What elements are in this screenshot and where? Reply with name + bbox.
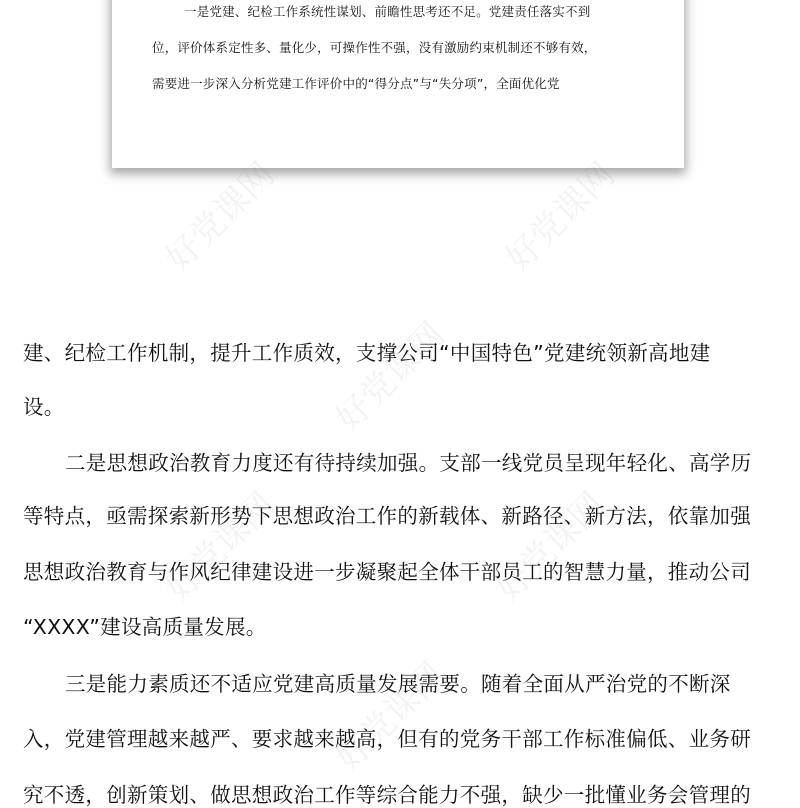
body-text-line: 三是能力素质还不适应党建高质量发展需要。随着全面从严治党的不断深 (65, 672, 731, 696)
card-text-line: 位，评价体系定性多、量化少，可操作性不强，没有激励约束机制还不够有效， (152, 40, 597, 55)
document-preview-card (112, 0, 684, 168)
body-text-line: 入，党建管理越来越严、要求越来越高，但有的党务干部工作标准偏低、业务研 (23, 727, 751, 751)
watermark: 好党课网 (328, 654, 453, 780)
card-text-line: 一是党建、纪检工作系统性谋划、前瞻性思考还不足。党建责任落实不到 (184, 4, 591, 19)
watermark: 好党课网 (498, 154, 623, 280)
watermark: 好党课网 (488, 484, 613, 610)
watermark: 好党课网 (328, 314, 453, 440)
body-text-line: 二是思想政治教育力度还有待持续加强。支部一线党员呈现年轻化、高学历 (65, 451, 752, 475)
watermark: 好党课网 (158, 154, 283, 280)
body-text-line: 设。 (23, 395, 65, 419)
body-text-line: “XXXX”建设高质量发展。 (23, 615, 267, 639)
body-text-line: 等特点，亟需探索新形势下思想政治工作的新载体、新路径、新方法，依靠加强 (23, 504, 751, 528)
body-text-line: 究不透，创新策划、做思想政治工作等综合能力不强，缺少一批懂业务会管理的 (23, 783, 751, 807)
body-text-line: 建、纪检工作机制，提升工作质效，支撑公司“中国特色”党建统领新高地建 (23, 341, 711, 365)
card-text-line: 需要进一步深入分析党建工作评价中的“得分点”与“失分项”，全面优化党 (152, 76, 560, 91)
watermark: 好党课网 (158, 484, 283, 610)
body-text-line: 思想政治教育与作风纪律建设进一步凝聚起全体干部员工的智慧力量，推动公司 (23, 560, 751, 584)
